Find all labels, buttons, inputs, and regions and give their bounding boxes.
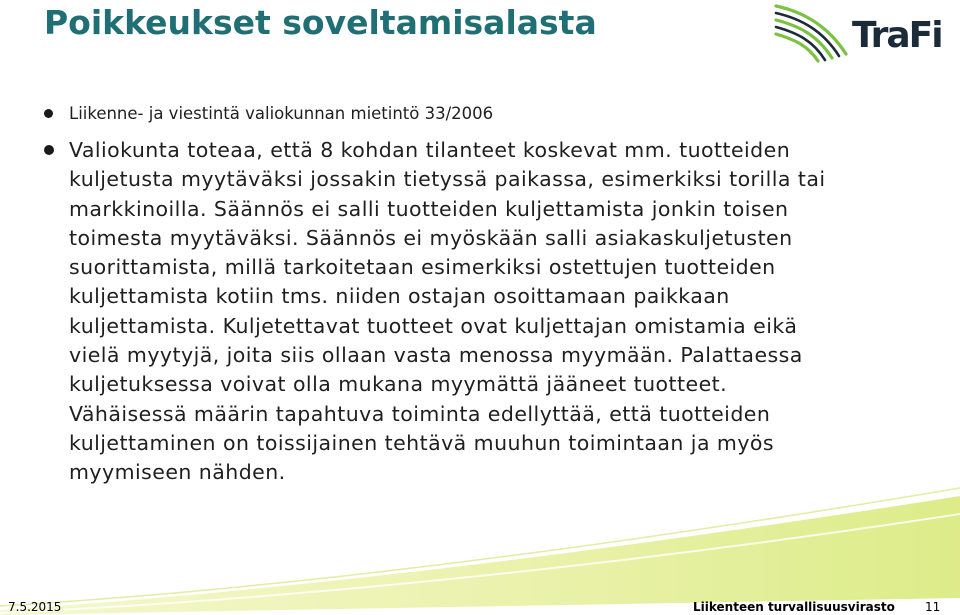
footer-date: 7.5.2015 (8, 600, 62, 614)
bullet-item (44, 136, 844, 488)
page-number: 11 (925, 600, 941, 614)
bullet-list (44, 102, 844, 488)
bullet-item (44, 102, 844, 126)
bullet-dot-icon (44, 109, 53, 118)
slide-title: Poikkeukset soveltamisalasta (44, 3, 597, 42)
footer-decorative-band (0, 480, 960, 615)
bullet-text: Liikenne- ja viestintä valiokunnan mietintö 33/2006 (69, 104, 494, 123)
bullet-dot-icon (44, 145, 54, 155)
bullet-text: Valiokunta toteaa, että 8 kohdan tilanteet koskevat mm. tuotteiden kuljetusta myytäväksi jossakin tietyssä paikassa, esimerkiksi torilla tai markkinoilla. Säännös ei salli tuotteiden kuljettamista jonkin toisen toimesta myytäväksi. Säännös ei myöskään salli asiakaskuljetusten suorittamista, millä tarkoitetaan esimerkiksi ostettujen tuotteiden kuljettamista kotiin tms. niiden ostajan osoittamaan paikkaan kuljettamista. Kuljetettavat tuotteet ovat kuljettajan omistamia eikä vielä myytyjä, joita siis ollaan vasta menossa myymään. Palattaessa kuljetuksessa voivat olla mukana myymättä jääneet tuotteet. Vähäisessä määrin tapahtuva toiminta edellyttää, että tuotteiden kuljettaminen on toissijainen tehtävä muuhun toimintaan ja myös myymiseen nähden. (69, 138, 826, 485)
logo-wordmark: TraFi (852, 15, 942, 56)
footer-organization: Liikenteen turvallisuusvirasto (693, 600, 895, 614)
trafi-logo (770, 0, 956, 72)
